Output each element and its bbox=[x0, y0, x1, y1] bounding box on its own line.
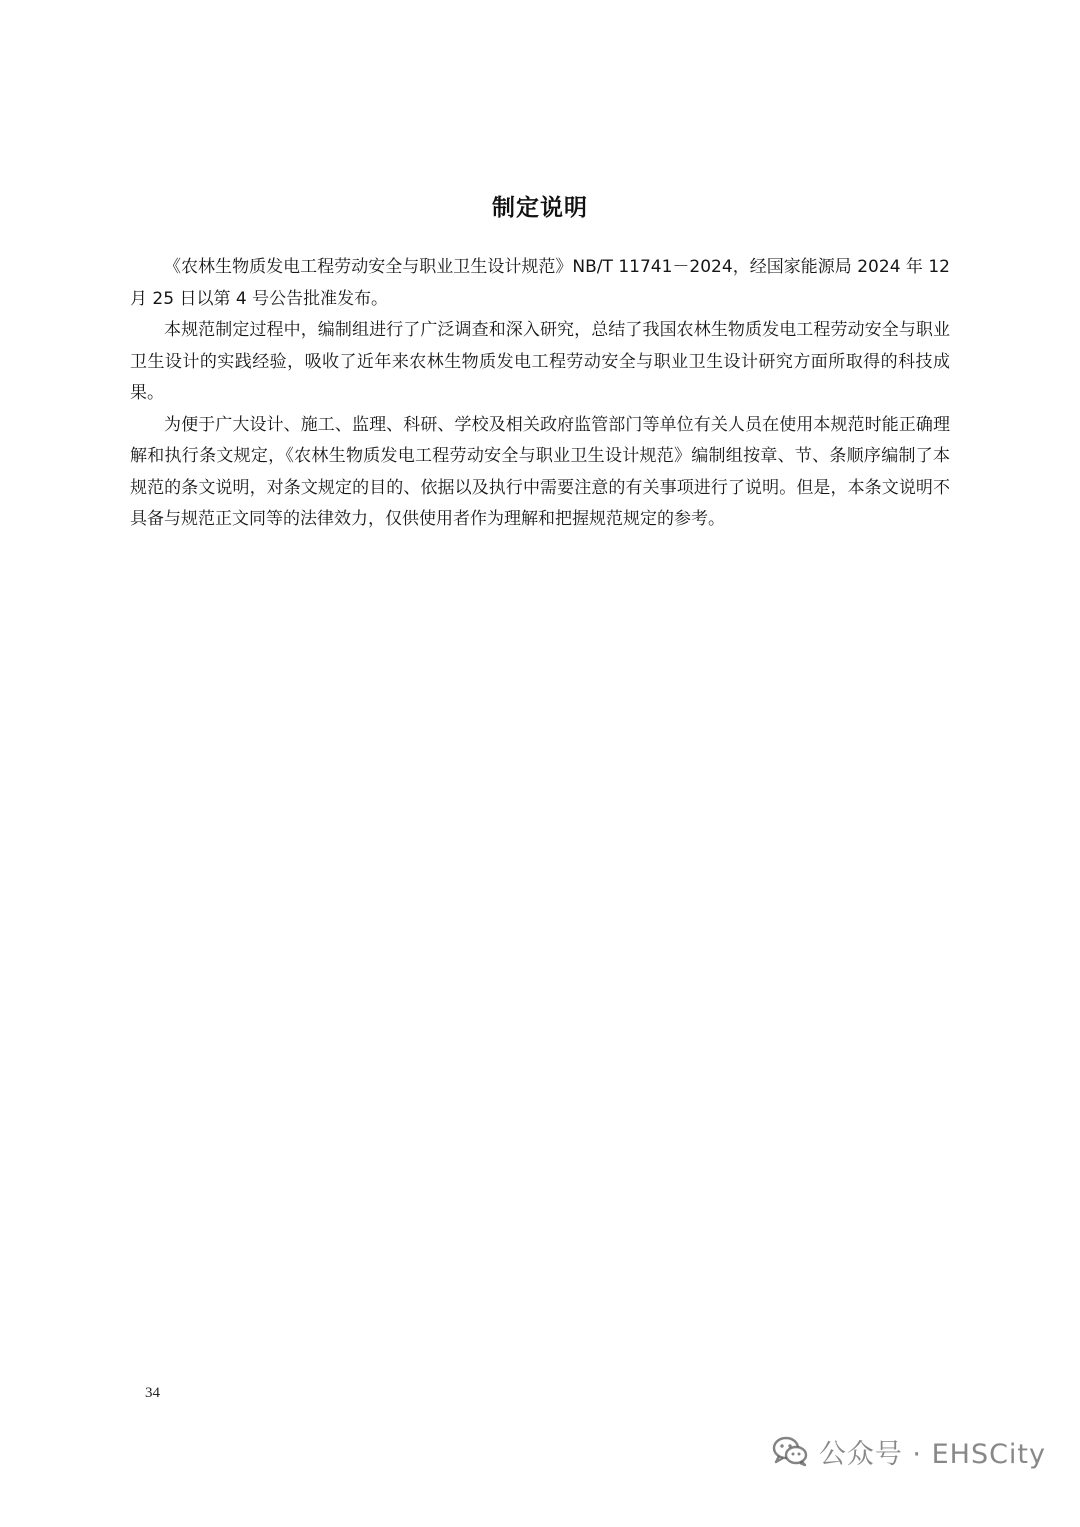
document-body bbox=[130, 252, 950, 536]
watermark-text: 公众号 · EHSCity bbox=[818, 1438, 1046, 1470]
wechat-icon bbox=[771, 1434, 809, 1468]
page-number: 34 bbox=[145, 1385, 160, 1401]
paragraph-approval-info: 《农林生物质发电工程劳动安全与职业卫生设计规范》NB/T 11741－2024，经国家能源局 2024 年 12 月 25 日以第 4 号公告批准发布。 bbox=[130, 257, 950, 309]
paragraph-drafting-process: 本规范制定过程中，编制组进行了广泛调查和深入研究，总结了我国农林生物质发电工程劳动安全与职业卫生设计的实践经验，吸收了近年来农林生物质发电工程劳动安全与职业卫生设计研究方面所取得的科技成果。 bbox=[130, 320, 950, 403]
page-title: 制定说明 bbox=[492, 195, 588, 222]
paragraph-usage-note: 为便于广大设计、施工、监理、科研、学校及相关政府监管部门等单位有关人员在使用本规范时能正确理解和执行条文规定，《农林生物质发电工程劳动安全与职业卫生设计规范》编制组按章、节、条顺序编制了本规范的条文说明，对条文规定的目的、依据以及执行中需要注意的有关事项进行了说明。但是，本条文说明不具备与规范正文同等的法律效力，仅供使用者作为理解和把握规范规定的参考。 bbox=[130, 414, 950, 529]
wechat-watermark bbox=[771, 1430, 1046, 1472]
